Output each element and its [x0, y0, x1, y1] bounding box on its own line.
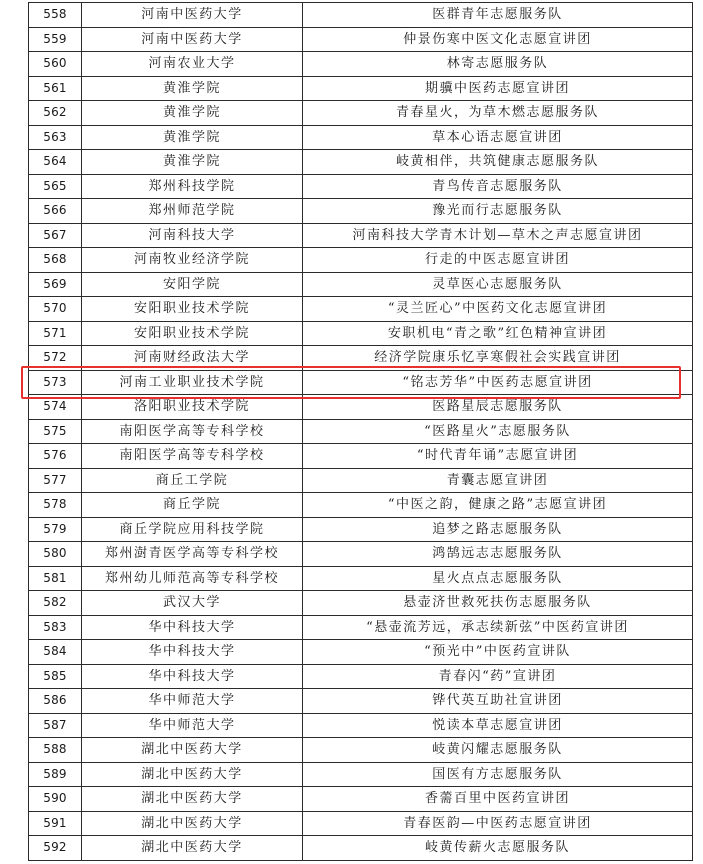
table-row [29, 762, 693, 787]
row-number-cell: 585 [29, 664, 82, 689]
team-name-cell: 仲景伤寒中医文化志愿宣讲团 [303, 27, 693, 52]
school-name-cell: 黄淮学院 [82, 101, 303, 126]
table-row [29, 787, 693, 812]
table-row [29, 248, 693, 273]
row-number-cell: 565 [29, 174, 82, 199]
team-name-cell: 岐黄传薪火志愿服务队 [303, 836, 693, 861]
team-name-cell: 经济学院康乐忆享寒假社会实践宣讲团 [303, 346, 693, 371]
table-row [29, 468, 693, 493]
school-name-cell: 华中科技大学 [82, 664, 303, 689]
volunteer-team-table [28, 2, 693, 861]
table-row [29, 272, 693, 297]
team-name-cell: 豫光而行志愿服务队 [303, 199, 693, 224]
table-row [29, 370, 693, 395]
team-name-cell: “中医之韵，健康之路”志愿宣讲团 [303, 493, 693, 518]
school-name-cell: 黄淮学院 [82, 125, 303, 150]
school-name-cell: 郑州科技学院 [82, 174, 303, 199]
team-name-cell: “时代青年诵”志愿宣讲团 [303, 444, 693, 469]
table-row [29, 493, 693, 518]
team-name-cell: 青春医韵—中医药志愿宣讲团 [303, 811, 693, 836]
school-name-cell: 黄淮学院 [82, 150, 303, 175]
team-name-cell: 林寄志愿服务队 [303, 52, 693, 77]
table-row [29, 174, 693, 199]
school-name-cell: 安阳学院 [82, 272, 303, 297]
table-row [29, 836, 693, 861]
row-number-cell: 591 [29, 811, 82, 836]
school-name-cell: 华中科技大学 [82, 615, 303, 640]
school-name-cell: 湖北中医药大学 [82, 787, 303, 812]
team-name-cell: 青春星火，为草木燃志愿服务队 [303, 101, 693, 126]
team-name-cell: 灵草医心志愿服务队 [303, 272, 693, 297]
school-name-cell: 华中师范大学 [82, 689, 303, 714]
school-name-cell: 河南中医药大学 [82, 27, 303, 52]
row-number-cell: 573 [29, 370, 82, 395]
table-row [29, 419, 693, 444]
row-number-cell: 586 [29, 689, 82, 714]
table-row [29, 811, 693, 836]
table-row [29, 76, 693, 101]
table-row [29, 223, 693, 248]
row-number-cell: 575 [29, 419, 82, 444]
school-name-cell: 安阳职业技术学院 [82, 297, 303, 322]
row-number-cell: 588 [29, 738, 82, 763]
school-name-cell: 河南财经政法大学 [82, 346, 303, 371]
table-row [29, 591, 693, 616]
school-name-cell: 黄淮学院 [82, 76, 303, 101]
row-number-cell: 578 [29, 493, 82, 518]
school-name-cell: 郑州幼儿师范高等专科学校 [82, 566, 303, 591]
team-name-cell: 医路星辰志愿服务队 [303, 395, 693, 420]
team-name-cell: 行走的中医志愿宣讲团 [303, 248, 693, 273]
team-name-cell: 草本心语志愿宣讲团 [303, 125, 693, 150]
row-number-cell: 579 [29, 517, 82, 542]
row-number-cell: 560 [29, 52, 82, 77]
table-row [29, 542, 693, 567]
team-name-cell: “悬壶流芳远，承志续新弦”中医药宣讲团 [303, 615, 693, 640]
team-name-cell: 悦读本草志愿宣讲团 [303, 713, 693, 738]
row-number-cell: 571 [29, 321, 82, 346]
team-name-cell: 安职机电“青之歌”红色精神宣讲团 [303, 321, 693, 346]
table-row [29, 615, 693, 640]
table-body [29, 3, 693, 861]
team-name-cell: “预光中”中医药宣讲队 [303, 640, 693, 665]
table-row [29, 52, 693, 77]
school-name-cell: 湖北中医药大学 [82, 762, 303, 787]
row-number-cell: 570 [29, 297, 82, 322]
table-row [29, 346, 693, 371]
row-number-cell: 567 [29, 223, 82, 248]
team-name-cell: 岐黄闪耀志愿服务队 [303, 738, 693, 763]
table-row [29, 640, 693, 665]
team-name-cell: 青囊志愿宣讲团 [303, 468, 693, 493]
row-number-cell: 584 [29, 640, 82, 665]
school-name-cell: 湖北中医药大学 [82, 836, 303, 861]
table-row [29, 150, 693, 175]
row-number-cell: 562 [29, 101, 82, 126]
row-number-cell: 583 [29, 615, 82, 640]
volunteer-team-table-container [28, 2, 693, 861]
team-name-cell: 铧代英互助社宣讲团 [303, 689, 693, 714]
school-name-cell: 湖北中医药大学 [82, 811, 303, 836]
team-name-cell: 岐黄相伴，共筑健康志愿服务队 [303, 150, 693, 175]
row-number-cell: 559 [29, 27, 82, 52]
team-name-cell: “医路星火”志愿服务队 [303, 419, 693, 444]
row-number-cell: 592 [29, 836, 82, 861]
row-number-cell: 582 [29, 591, 82, 616]
row-number-cell: 569 [29, 272, 82, 297]
row-number-cell: 563 [29, 125, 82, 150]
table-row [29, 395, 693, 420]
table-row [29, 27, 693, 52]
row-number-cell: 587 [29, 713, 82, 738]
table-row [29, 713, 693, 738]
row-number-cell: 576 [29, 444, 82, 469]
school-name-cell: 华中科技大学 [82, 640, 303, 665]
table-row [29, 321, 693, 346]
school-name-cell: 洛阳职业技术学院 [82, 395, 303, 420]
table-row [29, 566, 693, 591]
row-number-cell: 581 [29, 566, 82, 591]
table-row [29, 517, 693, 542]
table-row [29, 199, 693, 224]
school-name-cell: 华中师范大学 [82, 713, 303, 738]
school-name-cell: 武汉大学 [82, 591, 303, 616]
school-name-cell: 安阳职业技术学院 [82, 321, 303, 346]
team-name-cell: “灵兰匠心”中医药文化志愿宣讲团 [303, 297, 693, 322]
row-number-cell: 574 [29, 395, 82, 420]
school-name-cell: 湖北中医药大学 [82, 738, 303, 763]
school-name-cell: 南阳医学高等专科学校 [82, 444, 303, 469]
team-name-cell: “铭志芳华”中医药志愿宣讲团 [303, 370, 693, 395]
school-name-cell: 商丘学院应用科技学院 [82, 517, 303, 542]
table-row [29, 297, 693, 322]
school-name-cell: 郑州师范学院 [82, 199, 303, 224]
table-row [29, 101, 693, 126]
team-name-cell: 青鸟传音志愿服务队 [303, 174, 693, 199]
row-number-cell: 568 [29, 248, 82, 273]
team-name-cell: 青春闪“药”宣讲团 [303, 664, 693, 689]
row-number-cell: 561 [29, 76, 82, 101]
team-name-cell: 香薷百里中医药宣讲团 [303, 787, 693, 812]
row-number-cell: 577 [29, 468, 82, 493]
row-number-cell: 564 [29, 150, 82, 175]
row-number-cell: 590 [29, 787, 82, 812]
table-row [29, 3, 693, 28]
table-row [29, 444, 693, 469]
team-name-cell: 国医有方志愿服务队 [303, 762, 693, 787]
school-name-cell: 河南科技大学 [82, 223, 303, 248]
row-number-cell: 589 [29, 762, 82, 787]
team-name-cell: 医群青年志愿服务队 [303, 3, 693, 28]
school-name-cell: 河南中医药大学 [82, 3, 303, 28]
school-name-cell: 河南牧业经济学院 [82, 248, 303, 273]
team-name-cell: 河南科技大学青木计划—草木之声志愿宣讲团 [303, 223, 693, 248]
row-number-cell: 566 [29, 199, 82, 224]
table-row [29, 738, 693, 763]
school-name-cell: 商丘工学院 [82, 468, 303, 493]
table-row [29, 664, 693, 689]
team-name-cell: 追梦之路志愿服务队 [303, 517, 693, 542]
school-name-cell: 商丘学院 [82, 493, 303, 518]
row-number-cell: 580 [29, 542, 82, 567]
school-name-cell: 河南农业大学 [82, 52, 303, 77]
team-name-cell: 期骥中医药志愿宣讲团 [303, 76, 693, 101]
school-name-cell: 河南工业职业技术学院 [82, 370, 303, 395]
row-number-cell: 572 [29, 346, 82, 371]
school-name-cell: 南阳医学高等专科学校 [82, 419, 303, 444]
table-row [29, 125, 693, 150]
team-name-cell: 星火点点志愿服务队 [303, 566, 693, 591]
row-number-cell: 558 [29, 3, 82, 28]
team-name-cell: 悬壶济世救死扶伤志愿服务队 [303, 591, 693, 616]
table-row [29, 689, 693, 714]
school-name-cell: 郑州澍青医学高等专科学校 [82, 542, 303, 567]
team-name-cell: 鸿鹄远志志愿服务队 [303, 542, 693, 567]
